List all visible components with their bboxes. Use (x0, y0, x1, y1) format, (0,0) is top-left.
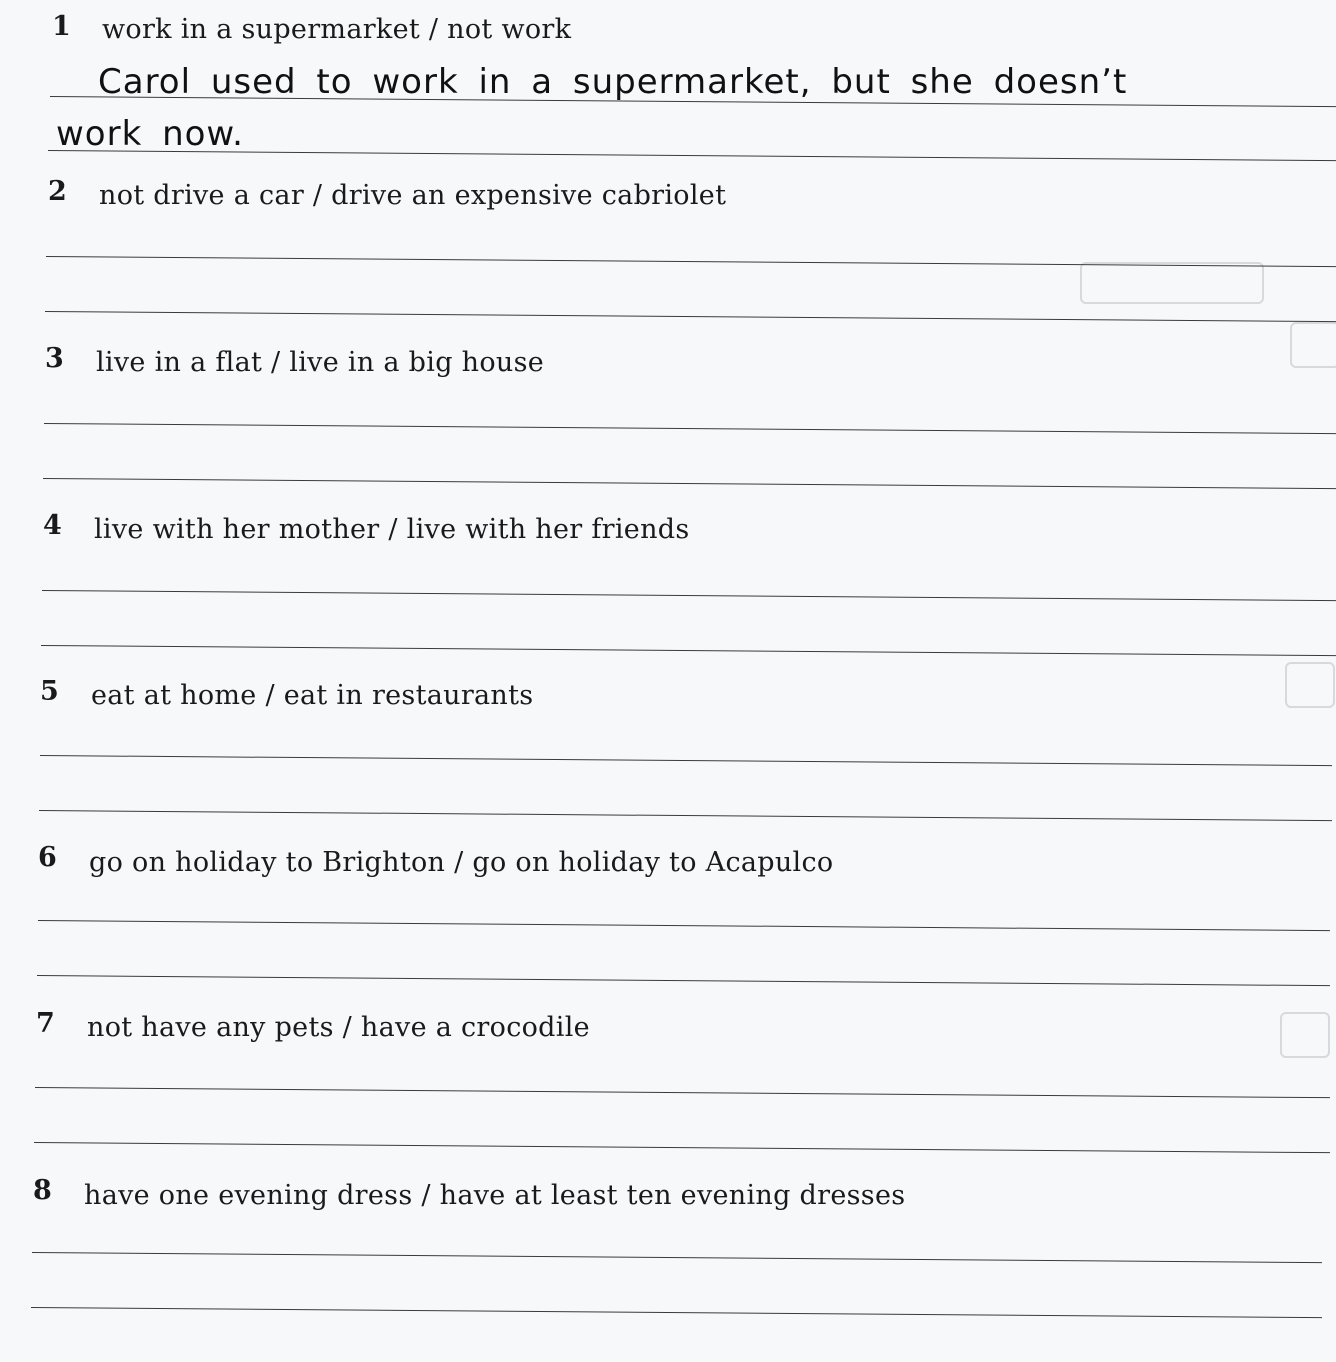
item-prompt: eat at home / eat in restaurants (91, 680, 534, 711)
item-prompt: not have any pets / have a crocodile (87, 1012, 590, 1043)
item-prompt: go on holiday to Brighton / go on holiday to Acapulco (89, 847, 834, 878)
answer-line[interactable] (35, 1087, 1330, 1098)
answer-line[interactable] (38, 920, 1330, 931)
answer-line[interactable] (41, 645, 1336, 656)
answer-line[interactable] (46, 256, 1336, 267)
answer-line[interactable] (45, 311, 1336, 322)
item-prompt: live in a flat / live in a big house (96, 347, 545, 378)
answer-line[interactable] (37, 975, 1330, 986)
item-prompt: live with her mother / live with her friends (94, 514, 690, 545)
bleed-exercise-box (1080, 262, 1264, 304)
answer-line[interactable] (34, 1142, 1330, 1153)
answer-line[interactable] (32, 1252, 1322, 1263)
item-number: 5 (40, 676, 59, 707)
bleed-exercise-box (1280, 1012, 1330, 1058)
item-number: 7 (36, 1008, 55, 1039)
handwritten-answer-line-2: work now. (56, 114, 244, 154)
answer-line[interactable] (43, 478, 1336, 489)
item-number: 1 (52, 11, 71, 42)
item-number: 8 (33, 1175, 52, 1206)
answer-line[interactable] (42, 590, 1336, 601)
answer-line[interactable] (48, 150, 1336, 161)
item-number: 3 (45, 343, 64, 374)
bleed-exercise-box (1285, 662, 1335, 708)
answer-line[interactable] (31, 1307, 1322, 1318)
answer-line[interactable] (44, 423, 1336, 434)
bleed-exercise-box (1290, 322, 1336, 368)
handwritten-answer-line-1: Carol used to work in a supermarket, but she doesn’t (98, 62, 1128, 102)
item-number: 2 (48, 176, 67, 207)
item-prompt: have one evening dress / have at least ten evening dresses (84, 1180, 906, 1211)
item-number: 6 (38, 842, 57, 873)
item-number: 4 (43, 510, 62, 541)
answer-line[interactable] (40, 755, 1332, 766)
item-prompt: work in a supermarket / not work (102, 14, 572, 45)
answer-line[interactable] (39, 810, 1332, 821)
item-prompt: not drive a car / drive an expensive cabriolet (99, 180, 727, 211)
